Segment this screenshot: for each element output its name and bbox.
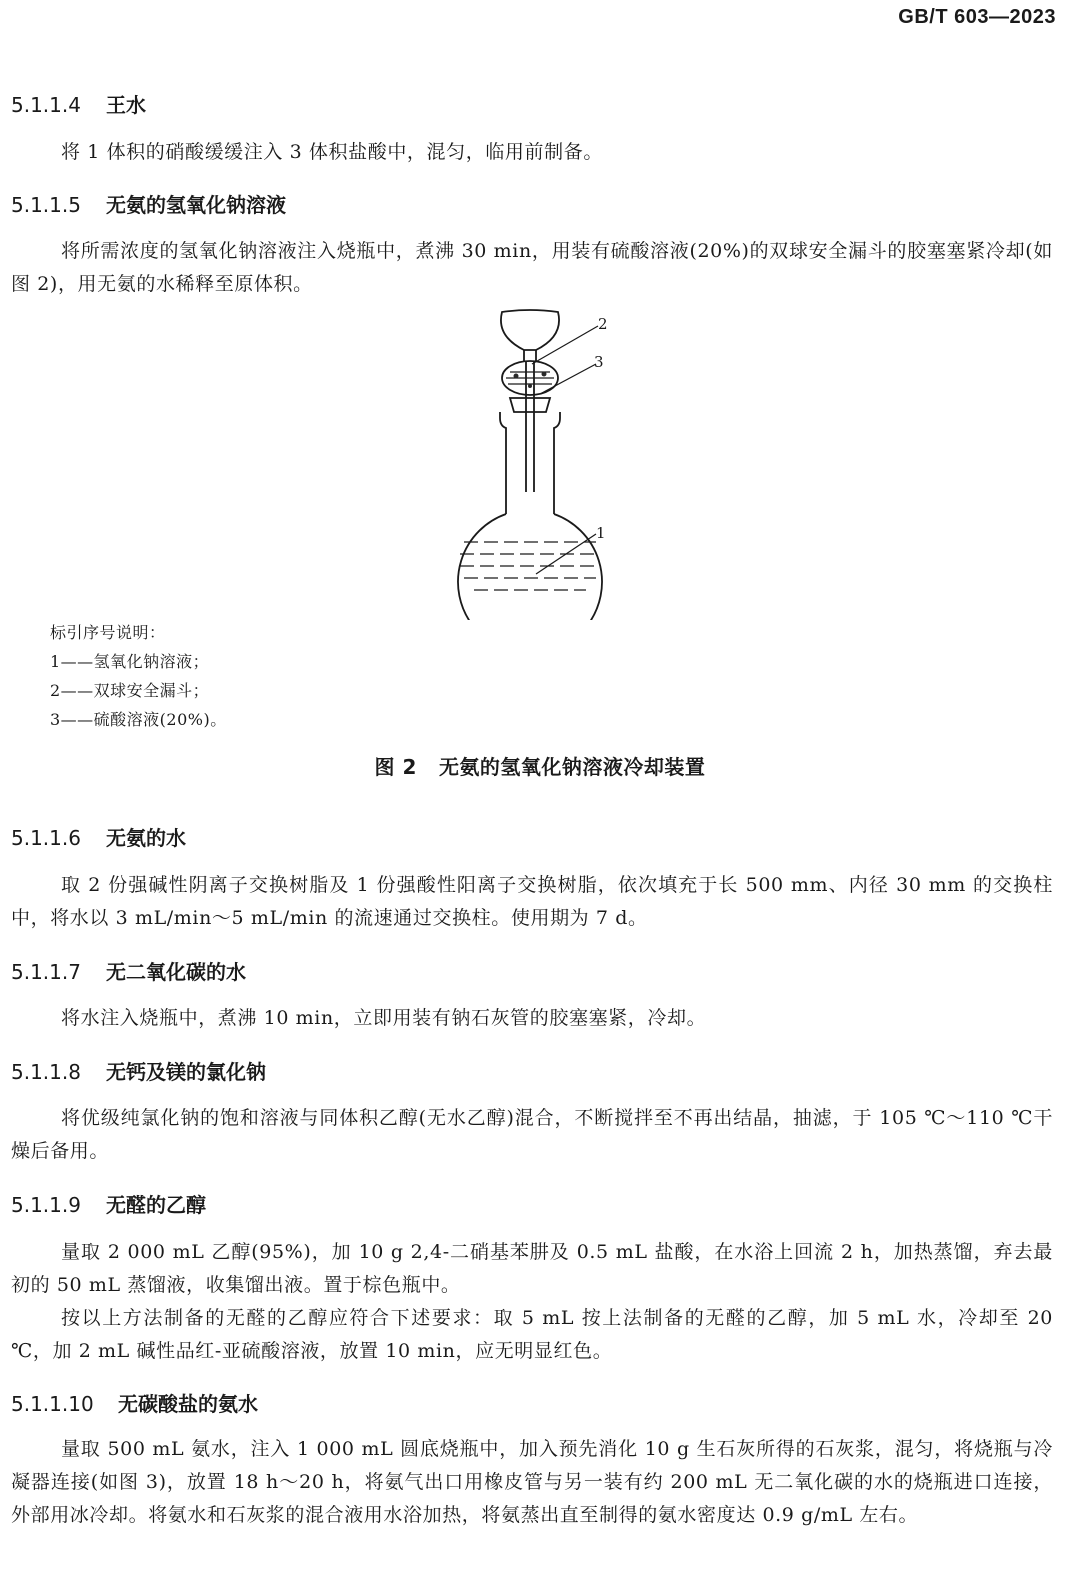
callout-label-1: 1 (596, 524, 606, 542)
section-heading-5-1-1-7 (11, 956, 246, 985)
section-heading-5-1-1-10 (11, 1388, 258, 1417)
section-heading-5-1-1-8 (11, 1056, 266, 1085)
section-heading-5-1-1-5 (11, 189, 286, 218)
rubber-stopper (510, 398, 550, 412)
legend-item: 3——硫酸溶液(20%)。 (50, 710, 227, 729)
section-paragraph: 将优级纯氯化钠的饱和溶液与同体积乙醇(无水乙醇)混合，不断搅拌至不再出结晶，抽滤，于 105 ℃～110 ℃干燥后备用。 (11, 1107, 1053, 1162)
figure-caption (0, 751, 1080, 780)
legend-item: 2——双球安全漏斗； (50, 681, 210, 700)
section-title: 无氨的氢氧化钠溶液 (106, 193, 286, 217)
section-paragraph: 取 2 份强碱性阴离子交换树脂及 1 份强酸性阳离子交换树脂，依次填充于长 500 mm、内径 30 mm 的交换柱中，将水以 3 mL/min～5 mL/min 的流速通过交换柱。使用期为 7 d。 (11, 874, 1053, 929)
figure-2-apparatus-diagram (440, 306, 640, 620)
section-title: 无碳酸盐的氨水 (118, 1392, 258, 1416)
legend-item: 1——氢氧化钠溶液； (50, 652, 210, 671)
document-code: GB/T 603—2023 (898, 6, 1056, 28)
leader-line-2 (532, 326, 598, 364)
leader-line-3 (540, 364, 596, 394)
flask-neck-left (500, 412, 506, 514)
figure-title: 无氨的氢氧化钠溶液冷却装置 (438, 755, 706, 779)
section-number: 5.1.1.4 (11, 93, 81, 117)
section-paragraph: 将所需浓度的氢氧化钠溶液注入烧瓶中，煮沸 30 min，用装有硫酸溶液(20%)的双球安全漏斗的胶塞塞紧冷却(如图 2)，用无氨的水稀释至原体积。 (11, 240, 1053, 295)
section-number: 5.1.1.9 (11, 1193, 81, 1217)
section-number: 5.1.1.5 (11, 193, 81, 217)
section-heading-5-1-1-4 (11, 89, 146, 118)
section-heading-5-1-1-9 (11, 1189, 206, 1218)
section-number: 5.1.1.6 (11, 826, 81, 850)
callout-label-2: 2 (598, 315, 608, 333)
section-paragraph: 将 1 体积的硝酸缓缓注入 3 体积盐酸中，混匀，临用前制备。 (61, 141, 603, 163)
section-title: 无二氧化碳的水 (106, 960, 246, 984)
section-paragraph: 将水注入烧瓶中，煮沸 10 min，立即用装有钠石灰管的胶塞塞紧，冷却。 (61, 1007, 707, 1029)
section-number: 5.1.1.8 (11, 1060, 81, 1084)
legend-title: 标引序号说明： (50, 623, 166, 642)
section-paragraph: 量取 500 mL 氨水，注入 1 000 mL 圆底烧瓶中，加入预先消化 10 g 生石灰所得的石灰浆，混匀，将烧瓶与冷凝器连接(如图 3)，放置 18 h～20 h，将氨气出口用橡皮管与另一装有约 200 mL 无二氧化碳的水的烧瓶进口连接，外部用冰冷却。将氨水和石灰浆的混合液用水浴加热，将氨蒸出直至制得的氨水密度达 0.9 g/mL 左右。 (11, 1438, 1053, 1526)
section-title: 无氨的水 (106, 826, 186, 850)
section-paragraph: 量取 2 000 mL 乙醇(95%)，加 10 g 2,4-二硝基苯肼及 0.5 mL 盐酸，在水浴上回流 2 h，加热蒸馏，弃去最初的 50 mL 蒸馏液，收集馏出液。置于棕色瓶中。 (11, 1241, 1053, 1296)
section-number: 5.1.1.10 (11, 1392, 94, 1416)
section-title: 无醛的乙醇 (106, 1193, 206, 1217)
section-title: 王水 (106, 93, 146, 117)
flask-body (458, 514, 602, 620)
section-number: 5.1.1.7 (11, 960, 81, 984)
flask-neck-right (554, 412, 560, 514)
section-heading-5-1-1-6 (11, 822, 186, 851)
callout-label-3: 3 (594, 353, 604, 371)
funnel-stem (526, 362, 534, 492)
funnel-top-bulb (501, 310, 559, 350)
section-paragraph: 按以上方法制备的无醛的乙醇应符合下述要求：取 5 mL 按上法制备的无醛的乙醇，加 5 mL 水，冷却至 20 ℃，加 2 mL 碱性品红-亚硫酸溶液，放置 10 min，应无明显红色。 (11, 1307, 1053, 1362)
section-title: 无钙及镁的氯化钠 (106, 1060, 266, 1084)
figure-number: 图 2 (374, 755, 417, 779)
figure-legend (50, 618, 227, 734)
